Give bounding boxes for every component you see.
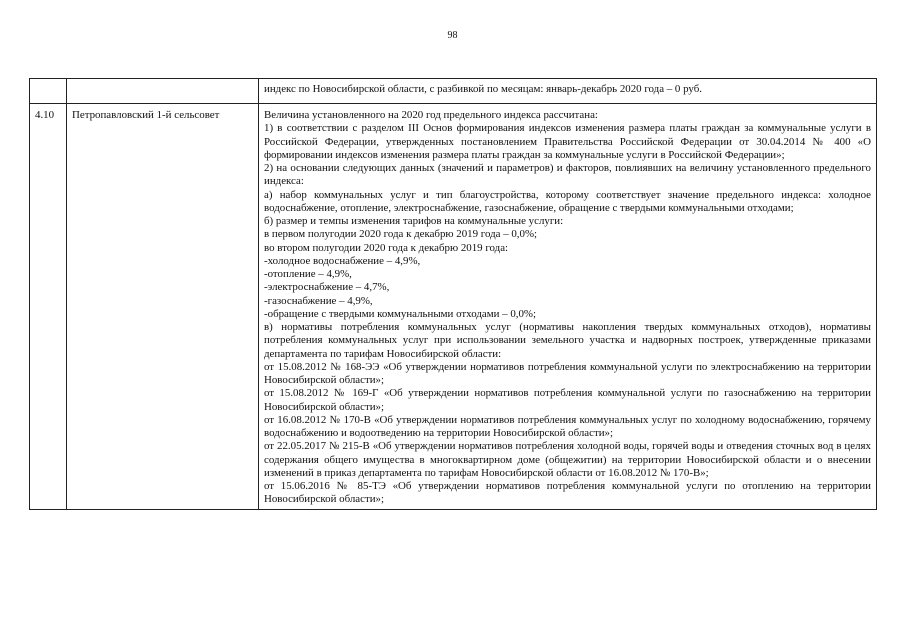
order-215-v: от 22.05.2017 № 215-В «Об утверждении нормативов потребления холодной воды, горячей воды и отведения сточных вод в целях содержания общего имущества в многоквартирном доме (общежитии) на территории Новосибирской области и о внесении изменений в приказ департамента по тарифам Новосибирской области от 16.08.2012 № 170-В»; — [264, 440, 871, 479]
list-item-electricity: -электроснабжение – 4,7%, — [264, 281, 390, 294]
page-number: 98 — [447, 30, 458, 41]
cell-number-empty — [30, 79, 67, 104]
paragraph-services-set: а) набор коммунальных услуг и тип благоустройства, которому соответствует значение предельного индекса: холодное водоснабжение, отопление, электроснабжение, газоснабжение, обращение с твердыми коммунальными отходами; — [264, 188, 871, 214]
cell-name-empty — [67, 79, 259, 104]
order-168-ee: от 15.08.2012 № 168-ЭЭ «Об утверждении нормативов потребления коммунальной услуги по электроснабжению на территории Новосибирской области»; — [264, 360, 871, 386]
order-85-te: от 15.06.2016 № 85-ТЭ «Об утверждении нормативов потребления коммунальной услуги по отоплению на территории Новосибирской области»; — [264, 480, 871, 506]
cell-description — [259, 104, 877, 510]
document-table — [29, 78, 877, 510]
paragraph-intro: Величина установленного на 2020 год предельного индекса рассчитана: — [264, 109, 598, 121]
paragraph-second-half: во втором полугодии 2020 года к декабрю 2019 года: — [264, 241, 509, 254]
order-170-v: от 16.08.2012 № 170-В «Об утверждении нормативов потребления коммунальных услуг по холодному водоснабжению, горячему водоснабжению и водоотведению на территории Новосибирской области»; — [264, 413, 871, 439]
order-169-g: от 15.08.2012 № 169-Г «Об утверждении нормативов потребления коммунальной услуги по газоснабжению на территории Новосибирской области»; — [264, 387, 871, 413]
paragraph-basis-1: 1) в соответствии с разделом III Основ формирования индексов изменения размера платы граждан за коммунальные услуги в Российской Федерации, утвержденных постановлением Правительства Российской Федерации от 30.04.2014 № 400 «О формировании индексов изменения размера платы граждан за коммунальные услуги в Российской Федерации»; — [264, 122, 871, 161]
paragraph-first-half: в первом полугодии 2020 года к декабрю 2019 года – 0,0%; — [264, 228, 538, 241]
list-item-cold-water: -холодное водоснабжение – 4,9%, — [264, 254, 421, 267]
list-item-heating: -отопление – 4,9%, — [264, 268, 352, 280]
list-item-solid-waste: -обращение с твердыми коммунальными отходами – 0,0%; — [264, 307, 537, 320]
table-row-4-10 — [30, 104, 877, 510]
list-item-gas: -газоснабжение – 4,9%, — [264, 294, 373, 307]
paragraph-basis-2: 2) на основании следующих данных (значений и параметров) и факторов, повлиявших на величину установленного предельного индекса: — [264, 162, 871, 188]
table-row-continuation — [30, 79, 877, 104]
row-number: 4.10 — [30, 104, 67, 510]
municipality-name: Петропавловский 1-й сельсовет — [67, 104, 259, 510]
cell-continuation-text: индекс по Новосибирской области, с разбивкой по месяцам: январь-декабрь 2020 года – 0 руб. — [259, 79, 877, 104]
paragraph-tariffs-heading: б) размер и темпы изменения тарифов на коммунальные услуги: — [264, 215, 564, 227]
paragraph-consumption-norms: в) нормативы потребления коммунальных услуг (нормативы накопления твердых коммунальных отходов), нормативы потребления коммунальных услуг при использовании земельного участка и надворных построек, утвержденные приказами департамента по тарифам Новосибирской области: — [264, 321, 871, 360]
